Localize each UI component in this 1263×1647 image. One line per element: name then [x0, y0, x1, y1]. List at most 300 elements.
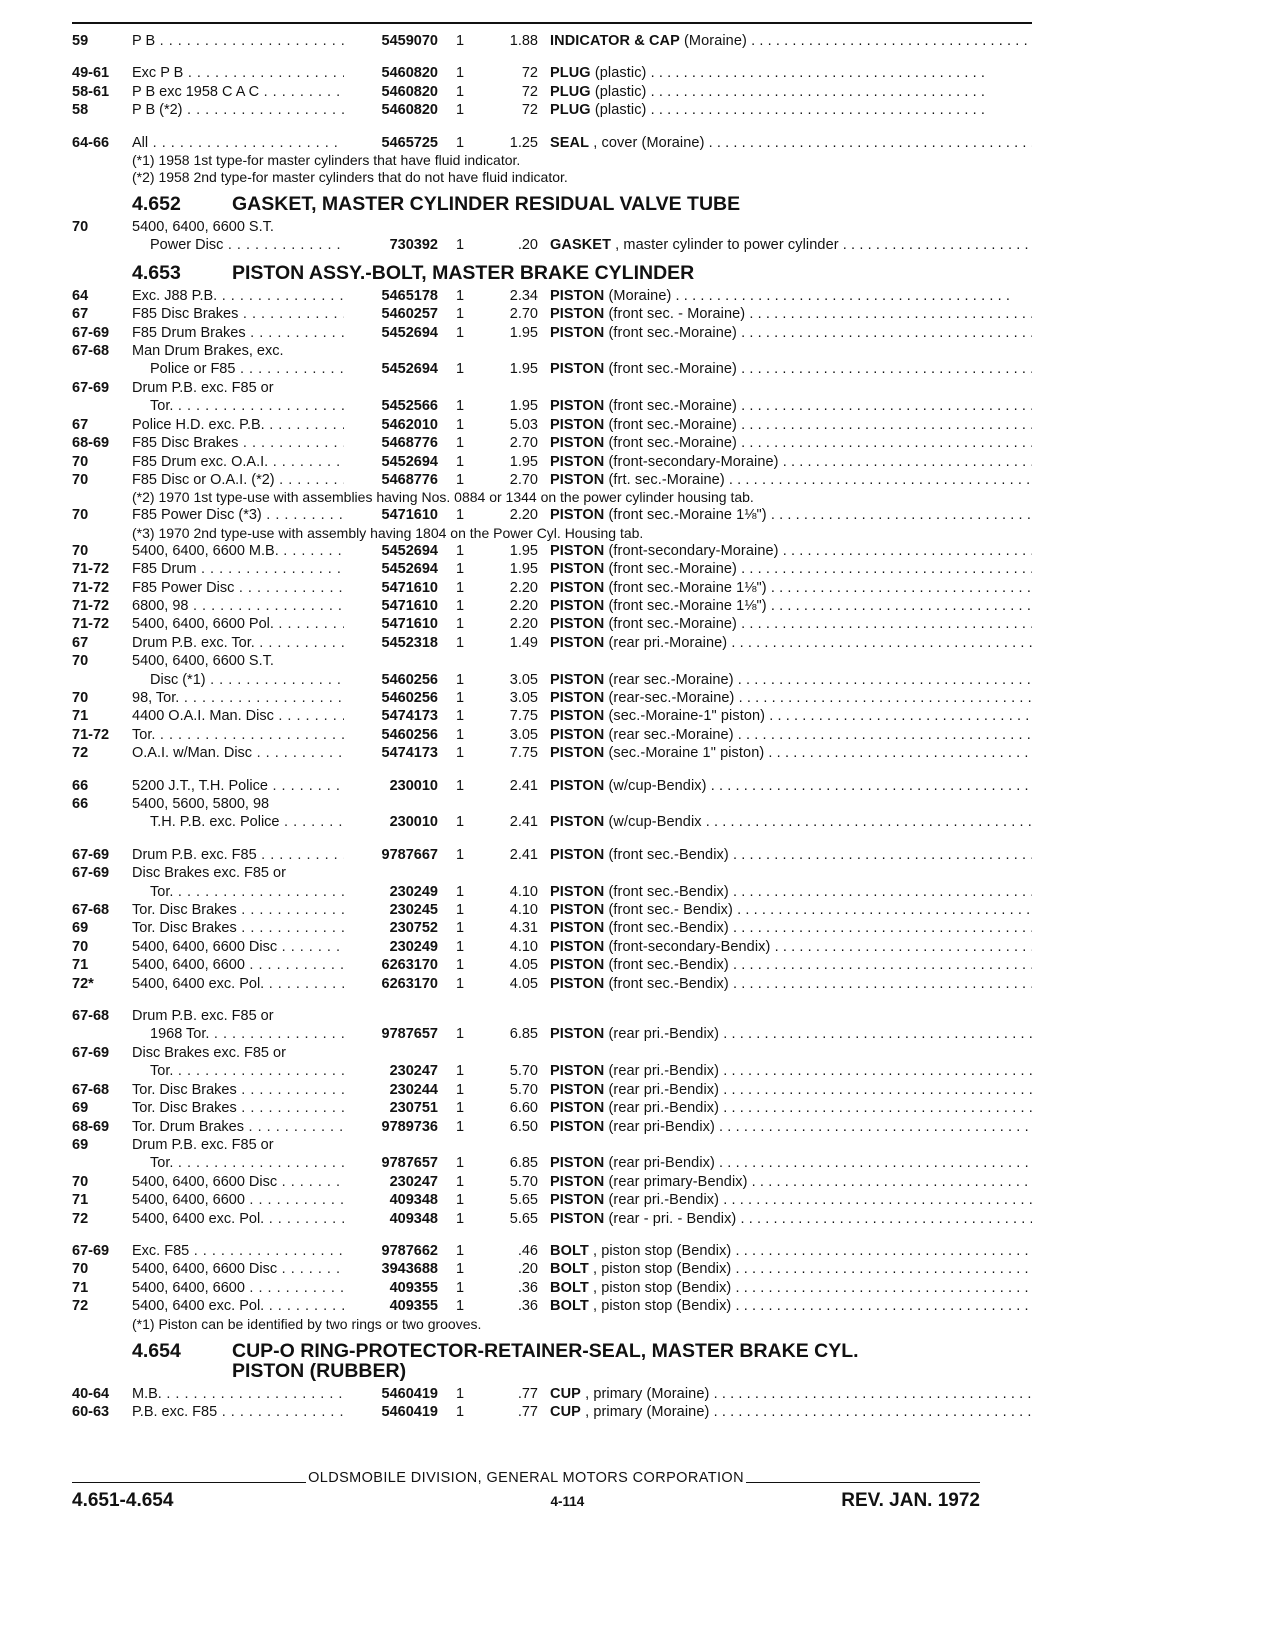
section-heading-4652 — [72, 192, 1032, 216]
model-years: 71-72 — [72, 616, 110, 633]
part-number: 9787667 — [381, 846, 438, 863]
quantity: 1 — [456, 708, 465, 725]
description-detail: (front sec.-Bendix) . . . — [608, 847, 1032, 863]
part-row — [72, 689, 1032, 707]
price: 5.70 — [509, 1063, 538, 1080]
price: 1.25 — [509, 134, 538, 151]
price: 1.95 — [509, 542, 538, 559]
description-noun: PISTON — [550, 634, 605, 651]
model-years: 67-69 — [72, 379, 110, 396]
application: 5400, 6400, 6600 M.B. . . . — [132, 542, 344, 560]
model-years: 67 — [72, 306, 89, 323]
part-row — [72, 134, 1032, 152]
model-years: 69 — [72, 920, 89, 937]
model-years: 70 — [72, 453, 89, 470]
part-row — [72, 579, 1032, 597]
part-row — [72, 901, 1032, 919]
description — [550, 1081, 1032, 1099]
description — [550, 101, 1032, 119]
price: 6.85 — [509, 1155, 538, 1172]
description-detail: (rear sec.-Moraine) . . . — [608, 672, 1032, 688]
model-years: 70 — [72, 653, 89, 670]
description — [550, 975, 1032, 993]
description-detail: (front-secondary-Moraine) . . . — [608, 543, 1032, 559]
model-years — [72, 360, 132, 378]
footnote: (*1) Piston can be identified by two rings or two grooves. — [132, 1315, 482, 1332]
quantity — [446, 1044, 488, 1062]
part-row — [72, 1025, 1032, 1043]
quantity: 1 — [456, 542, 465, 559]
description-noun: PISTON — [550, 671, 605, 688]
quantity: 1 — [456, 507, 465, 524]
description-noun: PISTON — [550, 1192, 605, 1209]
description — [550, 324, 1032, 342]
part-number: 9787662 — [381, 1242, 438, 1259]
description-detail: (front sec.-Moraine) . . . — [608, 417, 1032, 433]
model-years: 71-72 — [72, 597, 110, 614]
description-detail: (rear-sec.-Moraine) . . . — [608, 690, 1032, 706]
description-noun: PISTON — [550, 777, 605, 794]
description-noun: PISTON — [550, 507, 605, 524]
application: Exc P B . . . — [132, 64, 344, 82]
price: 4.05 — [509, 975, 538, 992]
description — [550, 506, 1032, 524]
description — [550, 1279, 1032, 1297]
description — [550, 1385, 1032, 1403]
description-noun: PISTON — [550, 1063, 605, 1080]
description — [550, 1099, 1032, 1117]
price: 2.20 — [509, 616, 538, 633]
description-detail: (rear pri-Bendix) . . . — [608, 1155, 1032, 1171]
footnote: (*3) 1970 2nd type-use with assembly having 1804 on the Power Cyl. Housing tab. — [132, 524, 644, 541]
part-number: 5471610 — [381, 597, 438, 614]
part-row — [72, 671, 1032, 689]
quantity: 1 — [456, 65, 465, 82]
description-detail: , piston stop (Bendix) . . . — [593, 1298, 1032, 1314]
model-years: 67-68 — [72, 1081, 110, 1098]
model-years: 67-68 — [72, 343, 110, 360]
description-detail: (rear sec.-Moraine) . . . — [608, 727, 1032, 743]
description — [550, 434, 1032, 452]
application: Tor. Drum Brakes . . . — [132, 1118, 344, 1136]
description-detail: (front sec.-Moraine) . . . — [608, 325, 1032, 341]
description-detail: (sec.-Moraine 1" piston) . . . — [608, 745, 1032, 761]
application: F85 Drum . . . — [132, 560, 344, 578]
part-number: 730392 — [389, 237, 438, 254]
quantity: 1 — [456, 1192, 465, 1209]
model-years: 71 — [72, 1279, 89, 1296]
description-detail: (plastic) . . . — [595, 65, 985, 81]
quantity: 1 — [456, 777, 465, 794]
part-number: 230244 — [389, 1081, 438, 1098]
quantity: 1 — [456, 1063, 465, 1080]
model-years: 72* — [72, 975, 94, 992]
description-detail: (Moraine) . . . — [684, 33, 1032, 49]
description — [550, 671, 1032, 689]
description-noun: PISTON — [550, 416, 605, 433]
price: 72 — [521, 65, 538, 82]
part-number — [344, 218, 446, 236]
part-row — [72, 324, 1032, 342]
description-detail: , primary (Moraine) . . . — [585, 1386, 1032, 1402]
quantity: 1 — [456, 324, 465, 341]
part-row — [72, 1385, 1032, 1403]
part-number: 9787657 — [381, 1026, 438, 1043]
catalog-page — [72, 22, 1032, 1421]
description-noun: PISTON — [550, 1118, 605, 1135]
price: 72 — [521, 102, 538, 119]
part-number: 5452694 — [381, 453, 438, 470]
description — [550, 560, 1032, 578]
price: 5.70 — [509, 1081, 538, 1098]
part-row — [72, 1154, 1032, 1172]
description-detail: (frt. sec.-Moraine) . . . — [608, 472, 1032, 488]
description-noun: BOLT — [550, 1298, 589, 1315]
description-noun: PISTON — [550, 616, 605, 633]
quantity: 1 — [456, 1242, 465, 1259]
description-noun: PLUG — [550, 102, 591, 119]
rows-4653b — [72, 506, 1032, 524]
rows-4652 — [72, 218, 1032, 255]
description — [550, 1210, 1032, 1228]
part-row — [72, 744, 1032, 762]
part-number — [344, 1007, 446, 1025]
part-number: 5468776 — [381, 435, 438, 452]
price: 4.10 — [509, 938, 538, 955]
description-detail: (front sec.-Bendix) . . . — [608, 920, 1032, 936]
footer-section-range: 4.651-4.654 — [72, 1490, 174, 1511]
footnote: (*1) 1958 1st type-for master cylinders that have fluid indicator. — [132, 152, 521, 169]
part-row — [72, 305, 1032, 323]
description-noun: GASKET — [550, 237, 612, 254]
model-years: 70 — [72, 938, 89, 955]
description — [550, 342, 1032, 360]
price: 2.20 — [509, 579, 538, 596]
application: 5400, 6400 exc. Pol. . . . — [132, 1210, 344, 1228]
description-noun: PISTON — [550, 453, 605, 470]
model-years: 70 — [72, 1173, 89, 1190]
description — [550, 777, 1032, 795]
description — [550, 416, 1032, 434]
part-number: 230245 — [389, 902, 438, 919]
price: .77 — [517, 1403, 538, 1420]
application: Exc. J88 P.B. . . . — [132, 287, 344, 305]
application: 5400, 5600, 5800, 98 — [132, 796, 270, 812]
part-number: 5460257 — [381, 306, 438, 323]
quantity: 1 — [456, 634, 465, 651]
footer-corporation: OLDSMOBILE DIVISION, GENERAL MOTORS CORPORATION — [308, 1470, 744, 1486]
description — [550, 597, 1032, 615]
part-number — [344, 1136, 446, 1154]
model-years — [72, 1154, 132, 1172]
quantity: 1 — [456, 306, 465, 323]
application: P B . . . — [132, 32, 344, 50]
description-detail: (Moraine) . . . — [608, 288, 1010, 304]
description-noun: PISTON — [550, 1100, 605, 1117]
part-row — [72, 883, 1032, 901]
application: Tor. . . . — [132, 397, 344, 415]
description-noun: PISTON — [550, 689, 605, 706]
description — [550, 1297, 1032, 1315]
description-detail: , piston stop (Bendix) . . . — [593, 1243, 1032, 1259]
model-years: 68-69 — [72, 1118, 110, 1135]
part-row — [72, 777, 1032, 795]
model-years: 68-69 — [72, 435, 110, 452]
section-title: CUP-O RING-PROTECTOR-RETAINER-SEAL, MASTER BRAKE CYL. — [232, 1339, 859, 1362]
part-number: 230010 — [389, 777, 438, 794]
model-years: 67-68 — [72, 902, 110, 919]
description-noun: PISTON — [550, 1081, 605, 1098]
description-noun: BOLT — [550, 1261, 589, 1278]
model-years: 70 — [72, 507, 89, 524]
part-number: 230247 — [389, 1173, 438, 1190]
price: 2.20 — [509, 507, 538, 524]
part-row — [72, 938, 1032, 956]
description-noun: PISTON — [550, 920, 605, 937]
footnote: (*2) 1970 1st type-use with assemblies having Nos. 0884 or 1344 on the power cylinder housing tab. — [132, 489, 754, 506]
quantity: 1 — [456, 597, 465, 614]
part-number: 5462010 — [381, 416, 438, 433]
description-noun: PISTON — [550, 726, 605, 743]
description-noun: PLUG — [550, 65, 591, 82]
description-noun: PISTON — [550, 846, 605, 863]
description — [550, 379, 1032, 397]
part-row — [72, 1099, 1032, 1117]
part-number — [344, 864, 446, 882]
description-detail: (front sec.-Moraine) . . . — [608, 435, 1032, 451]
part-row — [72, 1279, 1032, 1297]
part-number: 5452694 — [381, 361, 438, 378]
model-years: 49-61 — [72, 65, 110, 82]
description-detail: , master cylinder to power cylinder . . . — [615, 237, 1032, 253]
part-number: 230751 — [389, 1100, 438, 1117]
application: Power Disc . . . — [132, 236, 344, 254]
part-row — [72, 397, 1032, 415]
application: 5400, 6400, 6600 Disc . . . — [132, 938, 344, 956]
description-detail: (rear pri.-Bendix) . . . — [608, 1100, 1032, 1116]
application: 4400 O.A.I. Man. Disc . . . — [132, 707, 344, 725]
description — [550, 634, 1032, 652]
quantity: 1 — [456, 726, 465, 743]
application: Tor. Disc Brakes . . . — [132, 1081, 344, 1099]
price: 5.65 — [509, 1192, 538, 1209]
part-row — [72, 379, 1032, 397]
quantity: 1 — [456, 1026, 465, 1043]
quantity: 1 — [456, 957, 465, 974]
part-number: 409348 — [389, 1210, 438, 1227]
price: 2.41 — [509, 777, 538, 794]
description-noun: PLUG — [550, 83, 591, 100]
model-years: 64 — [72, 287, 89, 304]
application: 5200 J.T., T.H. Police . . . — [132, 777, 344, 795]
model-years: 58 — [72, 102, 89, 119]
description-detail: (front-secondary-Moraine) . . . — [608, 454, 1032, 470]
part-number: 5468776 — [381, 471, 438, 488]
description-noun: PISTON — [550, 957, 605, 974]
price: .46 — [517, 1242, 538, 1259]
application: M.B. . . . — [132, 1385, 344, 1403]
part-number: 409348 — [389, 1192, 438, 1209]
model-years — [72, 883, 132, 901]
price: .20 — [517, 1261, 538, 1278]
application: 5400, 6400, 6600 . . . — [132, 1191, 344, 1209]
price: 1.95 — [509, 561, 538, 578]
description-noun: PISTON — [550, 708, 605, 725]
description-noun: BOLT — [550, 1279, 589, 1296]
quantity — [446, 379, 488, 397]
model-years: 70 — [72, 1261, 89, 1278]
quantity — [446, 864, 488, 882]
description-noun: PISTON — [550, 361, 605, 378]
application: O.A.I. w/Man. Disc . . . — [132, 744, 344, 762]
application: Drum P.B. exc. F85 . . . — [132, 846, 344, 864]
description — [550, 813, 1032, 831]
model-years: 67-69 — [72, 865, 110, 882]
part-number: 5452694 — [381, 542, 438, 559]
price — [488, 795, 550, 813]
description-detail: (front sec.-Bendix) . . . — [608, 884, 1032, 900]
price: 2.70 — [509, 306, 538, 323]
quantity: 1 — [456, 1210, 465, 1227]
footer-corp-line — [72, 1470, 980, 1486]
part-row — [72, 542, 1032, 560]
description — [550, 1044, 1032, 1062]
application: P.B. exc. F85 . . . — [132, 1403, 344, 1421]
quantity: 1 — [456, 1118, 465, 1135]
part-number — [344, 652, 446, 670]
application: T.H. P.B. exc. Police . . . — [132, 813, 344, 831]
part-number: 230249 — [389, 883, 438, 900]
description-detail: (front sec.-Bendix) . . . — [608, 976, 1032, 992]
description-noun: PISTON — [550, 306, 605, 323]
price: 2.70 — [509, 471, 538, 488]
description — [550, 689, 1032, 707]
price: 1.95 — [509, 361, 538, 378]
description-detail: (front sec.-Moraine) . . . — [608, 616, 1032, 632]
part-row — [72, 1260, 1032, 1278]
part-row — [72, 956, 1032, 974]
application: F85 Disc or O.A.I. (*2) . . . — [132, 471, 344, 489]
description-noun: CUP — [550, 1403, 581, 1420]
price: 3.05 — [509, 671, 538, 688]
description-detail: (rear pri.-Bendix) . . . — [608, 1082, 1032, 1098]
description — [550, 542, 1032, 560]
application: 1968 Tor. . . . — [132, 1025, 344, 1043]
price: 7.75 — [509, 745, 538, 762]
price: 2.41 — [509, 846, 538, 863]
price: 2.34 — [509, 287, 538, 304]
description-detail: (rear pri.-Moraine) . . . — [608, 635, 1032, 651]
model-years: 67 — [72, 634, 89, 651]
description — [550, 360, 1032, 378]
description-noun: PISTON — [550, 745, 605, 762]
description-noun: CUP — [550, 1385, 581, 1402]
price — [488, 1136, 550, 1154]
description-noun: PISTON — [550, 883, 605, 900]
application: F85 Disc Brakes . . . — [132, 434, 344, 452]
part-row — [72, 1210, 1032, 1228]
part-row — [72, 434, 1032, 452]
part-row — [72, 864, 1032, 882]
application: Drum P.B. exc. Tor. . . . — [132, 634, 344, 652]
application: Tor. Disc Brakes . . . — [132, 901, 344, 919]
part-number: 5471610 — [381, 507, 438, 524]
model-years: 71-72 — [72, 561, 110, 578]
section-number: 4.654 — [132, 1339, 181, 1362]
application: 5400, 6400, 6600 Pol. . . . — [132, 615, 344, 633]
model-years: 66 — [72, 796, 89, 812]
price — [488, 342, 550, 360]
description-detail: , primary (Moraine) . . . — [585, 1404, 1032, 1420]
price: 5.03 — [509, 416, 538, 433]
part-row — [72, 1242, 1032, 1260]
quantity: 1 — [456, 1261, 465, 1278]
part-row — [72, 1173, 1032, 1191]
price: 4.10 — [509, 883, 538, 900]
description — [550, 287, 1032, 305]
application: Exc. F85 . . . — [132, 1242, 344, 1260]
description — [550, 1118, 1032, 1136]
section-number: 4.652 — [132, 193, 181, 216]
description-detail: (rear pri-Bendix) . . . — [608, 1119, 1032, 1135]
model-years: 69 — [72, 1136, 89, 1153]
description — [550, 795, 1032, 813]
description-detail: (front sec.- Bendix) . . . — [608, 902, 1032, 918]
application: F85 Power Disc . . . — [132, 579, 344, 597]
model-years — [72, 397, 132, 415]
quantity: 1 — [456, 1155, 465, 1172]
footer-page-number: 4-114 — [550, 1494, 585, 1509]
description-detail: (front sec.-Moraine) . . . — [608, 361, 1032, 377]
application: F85 Drum exc. O.A.I. . . . — [132, 453, 344, 471]
rows-4653c — [72, 542, 1032, 1316]
application: Disc (*1) . . . — [132, 671, 344, 689]
description-noun: INDICATOR & CAP — [550, 33, 680, 49]
quantity: 1 — [456, 102, 465, 119]
footer-bottom — [72, 1490, 980, 1512]
quantity: 1 — [456, 435, 465, 452]
quantity: 1 — [456, 846, 465, 863]
model-years: 58-61 — [72, 83, 110, 100]
description-noun: PISTON — [550, 597, 605, 614]
description-noun: PISTON — [550, 579, 605, 596]
part-row — [72, 652, 1032, 670]
description — [550, 236, 1032, 254]
section-title: GASKET, MASTER CYLINDER RESIDUAL VALVE TUBE — [232, 193, 741, 216]
part-number: 5452318 — [381, 634, 438, 651]
part-number: 6263170 — [381, 975, 438, 992]
quantity: 1 — [456, 579, 465, 596]
price: 4.10 — [509, 902, 538, 919]
model-years: 71-72 — [72, 579, 110, 596]
application: P B exc 1958 C A C . . . — [132, 83, 344, 101]
application: Drum P.B. exc. F85 or — [132, 1136, 274, 1153]
quantity: 1 — [456, 745, 465, 762]
model-years — [72, 671, 132, 689]
part-number — [344, 1044, 446, 1062]
part-row — [72, 1062, 1032, 1080]
part-number: 230010 — [389, 814, 438, 831]
description — [550, 579, 1032, 597]
part-number: 230249 — [389, 938, 438, 955]
price: 6.85 — [509, 1026, 538, 1043]
model-years: 71-72 — [72, 726, 110, 743]
application: F85 Drum Brakes . . . — [132, 324, 344, 342]
application: Police H.D. exc. P.B. . . . — [132, 416, 344, 434]
description — [550, 397, 1032, 415]
part-row — [72, 32, 1032, 50]
part-row — [72, 1191, 1032, 1209]
